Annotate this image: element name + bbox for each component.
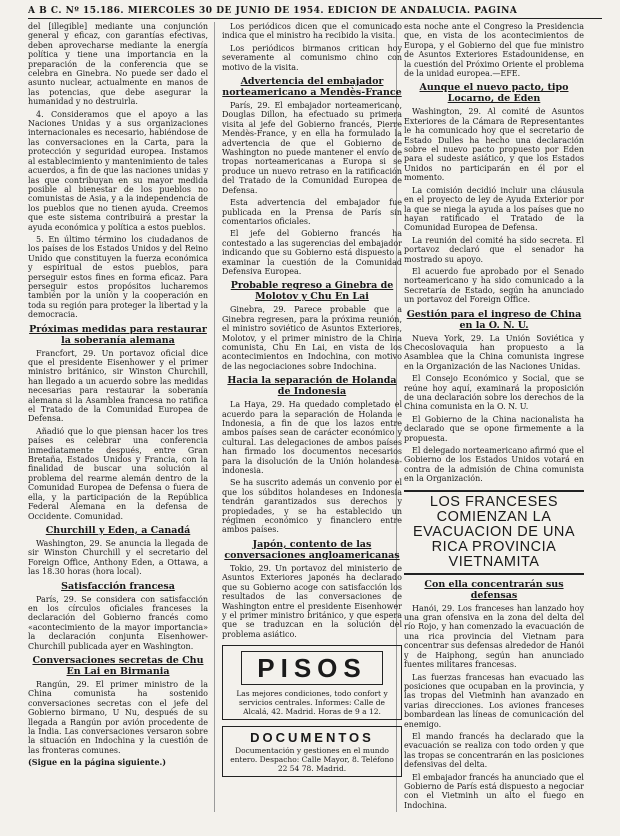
article-headline: Conversaciones secretas de Chu En Lai en Birmania (32, 654, 204, 677)
article-paragraph: La reunión del comité ha sido secreta. El portavoz declaró que el senador ha mostrado su apoyo. (404, 235, 584, 264)
article-paragraph: El Consejo Económico y Social, que se reúne hoy aquí, examinará la proposición de una declaración sobre los derechos de la China comunista en la O. N. U. (404, 374, 584, 412)
ad-title: PISOS (241, 651, 383, 685)
article-paragraph: París, 29. Se considera con satisfacción en los círculos oficiales franceses la declaración del Gobierno francés como «acontecimiento de la mayor importancia» la declaración conjunta Eisenhower-Churchill publicada ayer en Washington. (28, 594, 208, 651)
article-paragraph: Hanói, 29. Los franceses han lanzado hoy una gran ofensiva en la zona del delta del río Rojo, y han comenzado la evacuación de una rica provincia del Vietnam para concentrar sus defensas alrededor de Hanói y de Haiphong, según han anunciado fuentes militares francesas. (404, 603, 584, 670)
ad-title: DOCUMENTOS (250, 730, 374, 746)
article-paragraph: La comisión decidió incluir una cláusula en el proyecto de ley de Ayuda Exterior por la que se niega la ayuda a los países que no hayan ratificado el Tratado de la Comunidad Europea de Defensa. (404, 185, 584, 233)
article-paragraph: Los periódicos dicen que el comunicado indica que el ministro ha recibido la visita. (222, 22, 402, 41)
classified-ad-pisos (222, 645, 402, 720)
article-paragraph: París, 29. El embajador norteamericano, Douglas Dillon, ha efectuado su primera visita al jefe del Gobierno francés, Pierre Mendès-France, y en ella ha formulado la advertencia de que el Gobierno de Washington no puede mantener el envío de tropas norteamericanas a Europa si se produce un nuevo retraso en la ratificación del Tratado de la Comunidad Europea de Defensa. (222, 101, 402, 195)
ad-text: Las mejores condiciones, todo confort y servicios centrales. Informes: Calle de Alcalá, 42. Madrid. Horas de 9 a 12. (236, 689, 388, 717)
main-banner-headline: LOS FRANCESES COMIENZAN LA EVACUACION DE UNA RICA PROVINCIA VIETNAMITA (404, 490, 584, 575)
continued-note: (Sigue en la página siguiente.) (28, 757, 167, 768)
article-paragraph: Las fuerzas francesas han evacuado las posiciones que ocupaban en la provincia, y las tropas del Vietminh han avanzado en varias direcciones. Los aviones franceses bombardean las líneas de comunicación del enemigo. (404, 672, 584, 729)
article-headline: Aunque el nuevo pacto, tipo Locarno, de Eden (419, 82, 569, 105)
article-headline: Advertencia del embajador norteamericano a Mendès-France (222, 76, 402, 99)
article-paragraph: del [illegible] mediante una conjunción general y eficaz, con garantías efectivas, deben aprovecharse mediante la energía política y tiene una importancia en la preparación de la conferencia que se celebra en Ginebra. No puede ser dado el asunto nuclear, actualmente en manos de las potencias, que debe asegurar la humanidad y no destruirla. (28, 22, 208, 107)
article-paragraph: 4. Consideramos que el apoyo a las Naciones Unidas y a sus organizaciones internacionales es necesario, habiéndose de las conversaciones en la Carta, para la protección y seguridad europea. Instamos al establecimiento y mantenimiento de tales acuerdos, a fin de que las naciones unidas y las que contribuyan en su mayor medida posible al bienestar de los pueblos no comunistas de Asia, y a la independencia de los pueblos que no tienen ayuda. Creemos que este sistema contribuirá a prestar la ayuda económica y política a estos pueblos. (28, 109, 208, 232)
article-paragraph: Nueva York, 29. La Unión Soviética y Checoslovaquia han propuesto a la Asamblea que la China comunista ingrese en la Organización de las Naciones Unidas. (404, 333, 584, 371)
article-headline: Churchill y Eden, a Canadá (45, 524, 191, 536)
article-paragraph: Rangún, 29. El primer ministro de la China comunista ha sostenido conversaciones secretas con el jefe del Gobierno birmano, U Nu, después de su llegada a Rangún por avión procedente de la India. Las conversaciones versaron sobre la situación en Indochina y la cuestión de las fronteras comunes. (28, 679, 208, 755)
article-paragraph: Los periódicos birmanos critican hoy severamente al comunismo chino con motivo de la visita. (222, 43, 402, 72)
column-2 (222, 22, 402, 802)
column-1 (28, 22, 208, 802)
article-paragraph: Washington, 29. Se anuncia la llegada de sir Winston Churchill y el secretario del Foreign Office, Anthony Eden, a Ottawa, a las 18.30 horas (hora local). (28, 538, 208, 577)
article-headline: Japón, contento de las conversaciones angloamericanas (224, 538, 400, 561)
article-headline: Hacia la separación de Holanda de Indonesia (227, 375, 397, 398)
article-paragraph: 5. En último término los ciudadanos de los países de los Estados Unidos y del Reino Unido que constituyen la fuerza económica y espiritual de estos pueblos, para perseguir estos fines en forma eficaz. Para perseguir estos propósitos lucharemos también por la unión y la cooperación en toda su región para proteger la libertad y la democracia. (28, 234, 208, 320)
article-paragraph: esta noche ante el Congreso la Presidencia que, en vista de los acontecimientos de Europa, y el Gobierno del que fue ministro de Asuntos Exteriores Estadounidense, en la cuestión del Próximo Oriente el problema de la unidad europea.—EFE. (404, 22, 584, 79)
article-paragraph: El delegado norteamericano afirmó que el Gobierno de los Estados Unidos votará en contra de la admisión de China comunista en la Organización. (404, 446, 584, 484)
article-paragraph: Añadió que lo que piensan hacer los tres países es celebrar una conferencia inmediatamente después, entre Gran Bretaña, Estados Unidos y Francia, con la finalidad de buscar una solución al problema del rearme alemán dentro de la Comunidad Europea de Defensa o fuera de ella, y la participación de la República Federal Alemana en la defensa de Occidente. Comunidad. (28, 426, 208, 521)
article-paragraph: Francfort, 29. Un portavoz oficial dice que el presidente Eisenhower y el primer ministro británico, sir Winston Churchill, han llegado a un acuerdo sobre las medidas necesarias para restaurar la soberanía alemana si la Asamblea francesa no ratifica el Tratado de la Comunidad Europea de Defensa. (28, 348, 208, 424)
article-paragraph: Esta advertencia del embajador fue publicada en la Prensa de París sin comentarios oficiales. (222, 198, 402, 226)
article-paragraph: El mando francés ha declarado que la evacuación se realiza con todo orden y que las tropas se concentrarán en las posiciones defensivas del delta. (404, 731, 584, 770)
article-headline: Satisfacción francesa (61, 580, 175, 592)
article-paragraph: El acuerdo fue aprobado por el Senado norteamericano y ha sido comunicado a la Secretaría de Estado, según ha anunciado un portavoz del Foreign Office. (404, 266, 584, 305)
article-headline: Próximas medidas para restaurar la soberanía alemana (29, 323, 207, 346)
page-header: A B C. Nº 15.186. MIERCOLES 30 DE JUNIO DE 1954. EDICION DE ANDALUCIA. PAGINA (28, 4, 602, 19)
article-paragraph: Tokio, 29. Un portavoz del ministerio de Asuntos Exteriores japonés ha declarado que su Gobierno acoge con satisfacción los resultados de las conversaciones de Washington entre el presidente Eisenhower y el primer ministro británico, y que espera que se traduzcan en la solución del problema asiático. (222, 563, 402, 639)
article-headline: Probable regreso a Ginebra de Molotov y Chu En Lai (230, 280, 394, 303)
article-paragraph: La Haya, 29. Ha quedado completado el acuerdo para la separación de Holanda e Indonesia, a fin de que los lazos entre ambos países sean de carácter económico y cultural. Las delegaciones de ambos países han firmado los documentos necesarios para la disolución de la Unión holandesa-indonesia. (222, 400, 402, 476)
ad-text: Documentación y gestiones en el mundo entero. Despacho: Calle Mayor, 8. Teléfono 22 54 78. Madrid. (230, 746, 394, 774)
column-rule (214, 22, 215, 812)
article-subheadline: Con ella concentrarán sus defensas (424, 578, 564, 601)
article-paragraph: Se ha suscrito además un convenio por el que los súbditos holandeses en Indonesia tendrán garantizados sus derechos y propiedades, y se ha establecido un régimen económico y financiero entre ambos países. (222, 478, 402, 535)
article-paragraph: Washington, 29. Al comité de Asuntos Exteriores de la Cámara de Representantes le ha comunicado hoy que el secretario de Estado Dulles ha hecho una declaración sobre el nuevo pacto propuesto por Eden para el sudeste asiático, y que los Estados Unidos no participarán en él por el momento. (404, 107, 584, 183)
article-paragraph: El embajador francés ha anunciado que el Gobierno de París está dispuesto a negociar con el Vietminh un alto el fuego en Indochina. (404, 772, 584, 810)
article-paragraph: El jefe del Gobierno francés ha contestado a las sugerencias del embajador indicando que su Gobierno está dispuesto a examinar la cuestión de la Comunidad Defensiva Europea. (222, 229, 402, 276)
article-paragraph: El Gobierno de la China nacionalista ha declarado que se opone firmemente a la propuesta. (404, 414, 584, 443)
column-3 (404, 22, 584, 832)
article-headline: Gestión para el ingreso de China en la O. N. U. (406, 308, 582, 331)
classified-ad-documentos (222, 726, 402, 777)
article-paragraph: Ginebra, 29. Parece probable que a Ginebra regresen, para la próxima reunión, el ministro soviético de Asuntos Exteriores, Molotov, y el primer ministro de la China comunista, Chu En Lai, en vista de los acontecimientos en Indochina, con motivo de las negociaciones sobre Indochina. (222, 305, 402, 371)
